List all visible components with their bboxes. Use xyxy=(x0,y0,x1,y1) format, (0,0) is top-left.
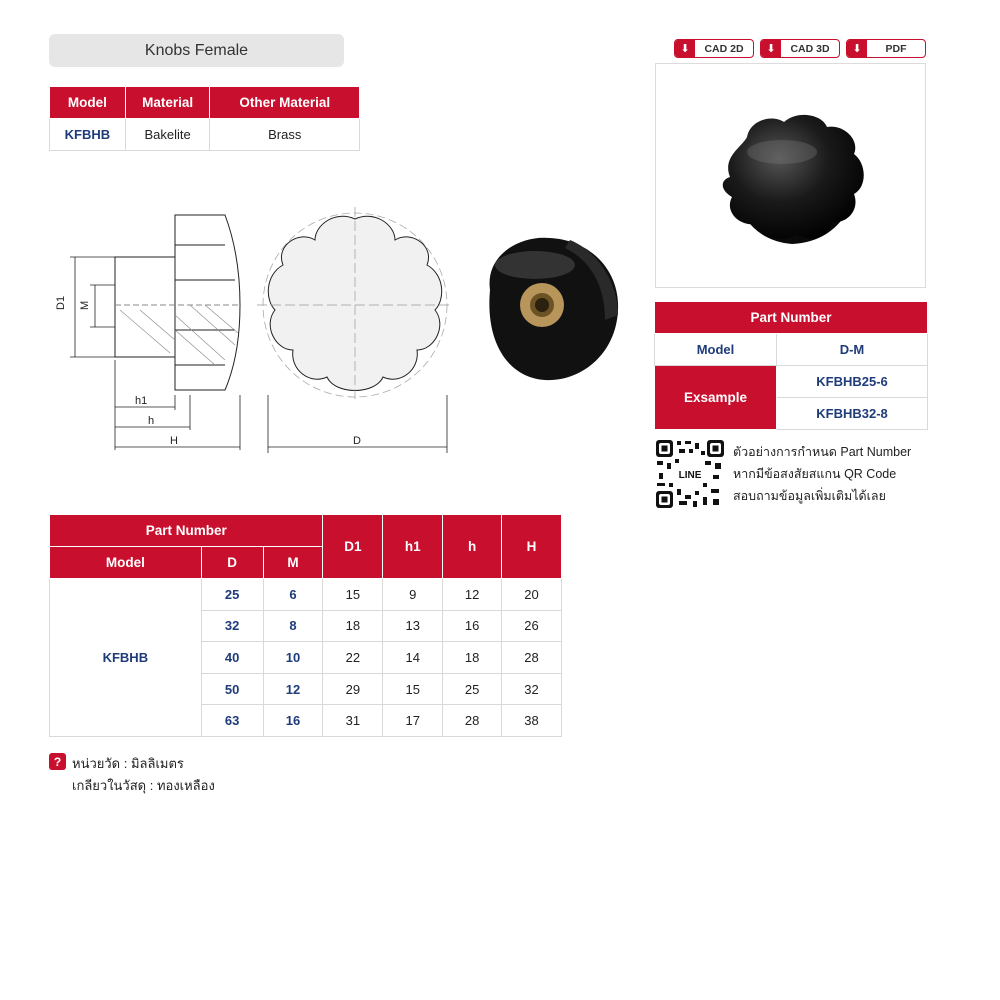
pn-example-label: Exsample xyxy=(655,366,777,430)
table-row: 32 8 18 13 16 26 xyxy=(50,610,562,642)
qr-line-2: หากมีข้อสงสัยสแกน QR Code xyxy=(733,467,897,481)
line-qr-code[interactable] xyxy=(655,439,725,509)
note-thread: เกลียวในวัสดุ : ทองเหลือง xyxy=(72,778,215,793)
pn-model-label: Model xyxy=(655,334,777,366)
cad-2d-button[interactable]: ⬇ CAD 2D xyxy=(674,39,754,58)
part-number-box xyxy=(654,301,928,430)
dim-d: D xyxy=(353,435,361,447)
material-table xyxy=(49,86,360,151)
col-header-h: h xyxy=(443,515,502,579)
table-row: 63 16 31 17 28 38 xyxy=(50,705,562,737)
download-icon: ⬇ xyxy=(761,40,781,57)
page-title: Knobs Female xyxy=(49,34,344,67)
download-icon: ⬇ xyxy=(675,40,695,57)
table-row: 50 12 29 15 25 32 xyxy=(50,673,562,705)
pn-example-2: KFBHB32-8 xyxy=(777,398,928,430)
qr-instructions xyxy=(733,441,911,507)
table-model: KFBHB xyxy=(50,579,202,737)
col-header-h1: h1 xyxy=(383,515,443,579)
download-buttons xyxy=(674,39,926,58)
material-value: Bakelite xyxy=(125,119,210,151)
other-material-value: Brass xyxy=(210,119,360,151)
qr-line-1: ตัวอย่างการกำหนด Part Number xyxy=(733,445,912,459)
question-icon: ? xyxy=(49,753,66,770)
col-header-model: Model xyxy=(50,547,202,579)
col-header-m: M xyxy=(263,547,323,579)
dim-h-total: H xyxy=(170,435,178,447)
technical-drawing xyxy=(50,195,630,465)
notes xyxy=(72,753,215,797)
line-badge: LINE xyxy=(678,470,702,481)
dim-h1: h1 xyxy=(135,395,148,407)
material-header-material: Material xyxy=(125,87,210,119)
pn-example-1: KFBHB25-6 xyxy=(777,366,928,398)
col-header-d: D xyxy=(201,547,263,579)
pn-header: Part Number xyxy=(655,302,928,334)
col-header-H: H xyxy=(502,515,562,579)
product-photo xyxy=(655,63,926,288)
pdf-button[interactable]: ⬇ PDF xyxy=(846,39,926,58)
dim-d1: D1 xyxy=(55,295,67,310)
material-model: KFBHB xyxy=(50,119,126,151)
dim-m: M xyxy=(79,300,91,310)
dim-h-small: h xyxy=(148,415,155,427)
col-header-d1: D1 xyxy=(323,515,383,579)
material-header-other: Other Material xyxy=(210,87,360,119)
cad-3d-button[interactable]: ⬇ CAD 3D xyxy=(760,39,840,58)
material-header-model: Model xyxy=(50,87,126,119)
qr-line-3: สอบถามข้อมูลเพิ่มเติมได้เลย xyxy=(733,489,886,503)
pn-model-value: D-M xyxy=(777,334,928,366)
table-row: KFBHB 25 6 15 9 12 20 xyxy=(50,579,562,611)
dimension-table xyxy=(49,514,562,737)
note-unit: หน่วยวัด : มิลลิเมตร xyxy=(72,756,184,771)
dim-group-header: Part Number xyxy=(50,515,323,547)
download-icon: ⬇ xyxy=(847,40,867,57)
table-row: 40 10 22 14 18 28 xyxy=(50,642,562,674)
